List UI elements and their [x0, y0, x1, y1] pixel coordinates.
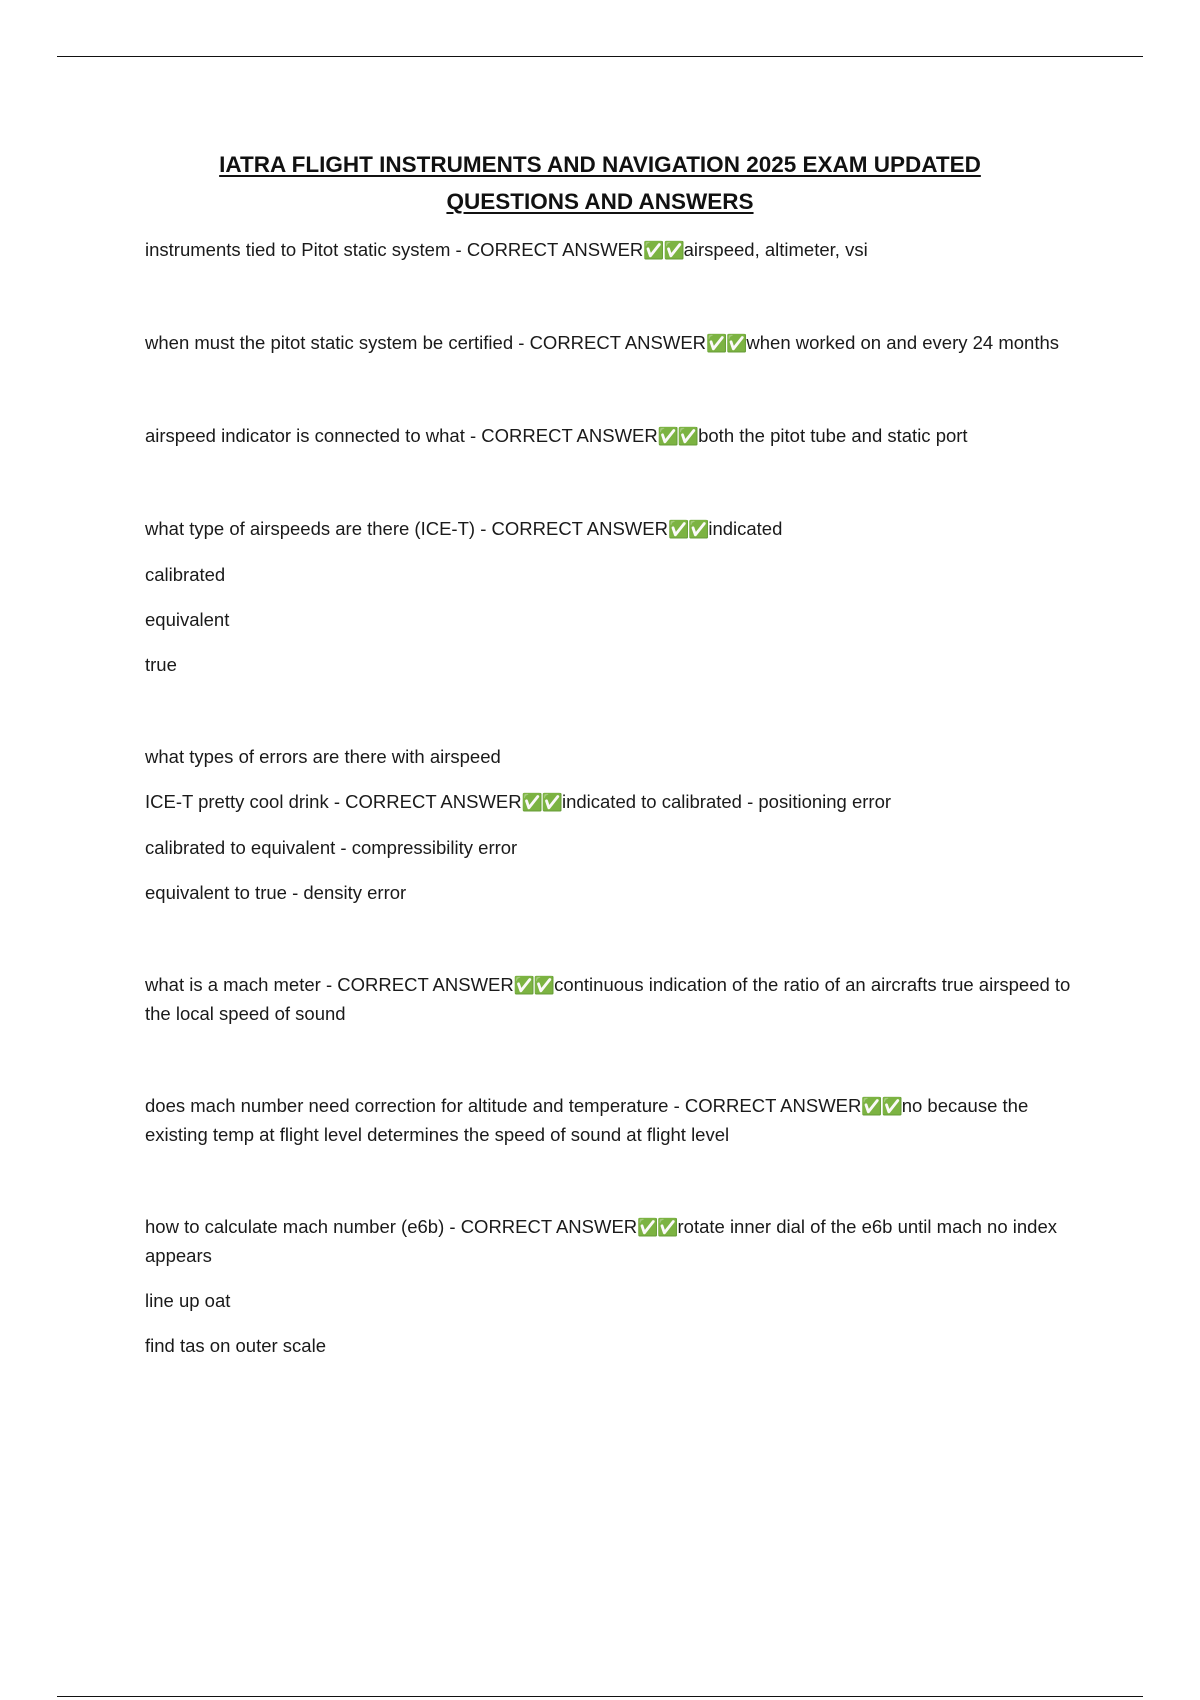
bottom-rule — [57, 1696, 1143, 1697]
correct-answer-label: CORRECT ANSWER — [529, 332, 707, 353]
qa-question: when must the pitot static system be certified — [145, 332, 514, 353]
correct-answer-label: CORRECT ANSWER — [684, 1095, 862, 1116]
double-check-icon: ✅✅ — [706, 334, 747, 353]
qa-answer: airspeed, altimeter, vsi — [683, 239, 868, 260]
qa-item — [145, 515, 1085, 679]
qa-question: does mach number need correction for altitude and temperature — [145, 1095, 669, 1116]
qa-answer-continuation: equivalent to true - density error — [145, 882, 407, 903]
qa-line: ICE-T pretty cool drink - CORRECT ANSWER✅✅indicated to calibrated - positioning error — [145, 791, 892, 812]
qa-line: what is a mach meter - CORRECT ANSWER✅✅continuous indication of the ratio of an aircrafts true airspeed to the local speed of sound — [145, 974, 1071, 1024]
qa-line: does mach number need correction for altitude and temperature - CORRECT ANSWER✅✅no because the existing temp at flight level determines the speed of sound at flight level — [145, 1095, 1029, 1145]
qa-line: instruments tied to Pitot static system - CORRECT ANSWER✅✅airspeed, altimeter, vsi — [145, 239, 868, 260]
double-check-icon: ✅✅ — [667, 520, 709, 539]
qa-item — [145, 1092, 1085, 1149]
double-check-icon: ✅✅ — [513, 976, 555, 995]
double-check-icon: ✅✅ — [637, 1218, 678, 1237]
qa-question: airspeed indicator is connected to what — [145, 425, 465, 446]
qa-item — [145, 971, 1085, 1028]
qa-answer-continuation: equivalent — [145, 609, 230, 630]
correct-answer-label: CORRECT ANSWER — [481, 425, 658, 446]
qa-answer-continuation: line up oat — [145, 1290, 231, 1311]
correct-answer-label: CORRECT ANSWER — [460, 1216, 638, 1237]
qa-answer: indicated — [708, 518, 783, 539]
qa-line: how to calculate mach number (e6b) - CORRECT ANSWER✅✅rotate inner dial of the e6b until mach no index appears — [145, 1216, 1057, 1266]
qa-answer-continuation: calibrated — [145, 564, 226, 585]
qa-answer-continuation: true — [145, 654, 177, 675]
qa-answer-continuation: find tas on outer scale — [145, 1335, 326, 1356]
qa-question: instruments tied to Pitot static system — [145, 239, 451, 260]
double-check-icon: ✅✅ — [521, 793, 562, 812]
qa-answer-continuation: calibrated to equivalent - compressibility error — [145, 837, 518, 858]
qa-answer: rotate inner dial of the e6b until mach no index appears — [145, 1216, 1057, 1266]
qa-answer: when worked on and every 24 months — [746, 332, 1060, 353]
qa-item — [145, 1213, 1085, 1360]
qa-answer: both the pitot tube and static port — [698, 425, 968, 446]
qa-item — [145, 329, 1085, 358]
qa-item — [145, 236, 1085, 265]
title-line-2: QUESTIONS AND ANSWERS — [446, 189, 754, 214]
qa-question: how to calculate mach number (e6b) — [145, 1216, 445, 1237]
qa-item — [145, 422, 1085, 451]
correct-answer-label: CORRECT ANSWER — [491, 518, 668, 539]
qa-list — [145, 236, 1085, 1424]
title-line-1: IATRA FLIGHT INSTRUMENTS AND NAVIGATION 2025 EXAM UPDATED — [219, 152, 981, 177]
double-check-icon: ✅✅ — [861, 1097, 902, 1116]
qa-answer: continuous indication of the ratio of an aircrafts true airspeed to the local speed of sound — [145, 974, 1071, 1024]
qa-line: airspeed indicator is connected to what - CORRECT ANSWER✅✅both the pitot tube and static port — [145, 425, 968, 446]
qa-answer: indicated to calibrated - positioning error — [561, 791, 892, 812]
top-rule — [57, 56, 1143, 57]
qa-question: what type of airspeeds are there (ICE-T) — [145, 518, 476, 539]
qa-line: when must the pitot static system be certified - CORRECT ANSWER✅✅when worked on and every 24 months — [145, 332, 1060, 353]
qa-answer: no because the existing temp at flight level determines the speed of sound at flight level — [145, 1095, 1029, 1145]
qa-item — [145, 743, 1085, 907]
document-title — [100, 146, 1100, 220]
qa-question-intro: what types of errors are there with airspeed — [145, 746, 501, 767]
double-check-icon: ✅✅ — [643, 241, 684, 260]
correct-answer-label: CORRECT ANSWER — [466, 239, 644, 260]
correct-answer-label: CORRECT ANSWER — [345, 791, 522, 812]
double-check-icon: ✅✅ — [657, 427, 699, 446]
qa-line: what type of airspeeds are there (ICE-T) - CORRECT ANSWER✅✅indicated — [145, 518, 783, 539]
correct-answer-label: CORRECT ANSWER — [337, 974, 514, 995]
qa-question: ICE-T pretty cool drink — [145, 791, 329, 812]
qa-question: what is a mach meter — [145, 974, 321, 995]
